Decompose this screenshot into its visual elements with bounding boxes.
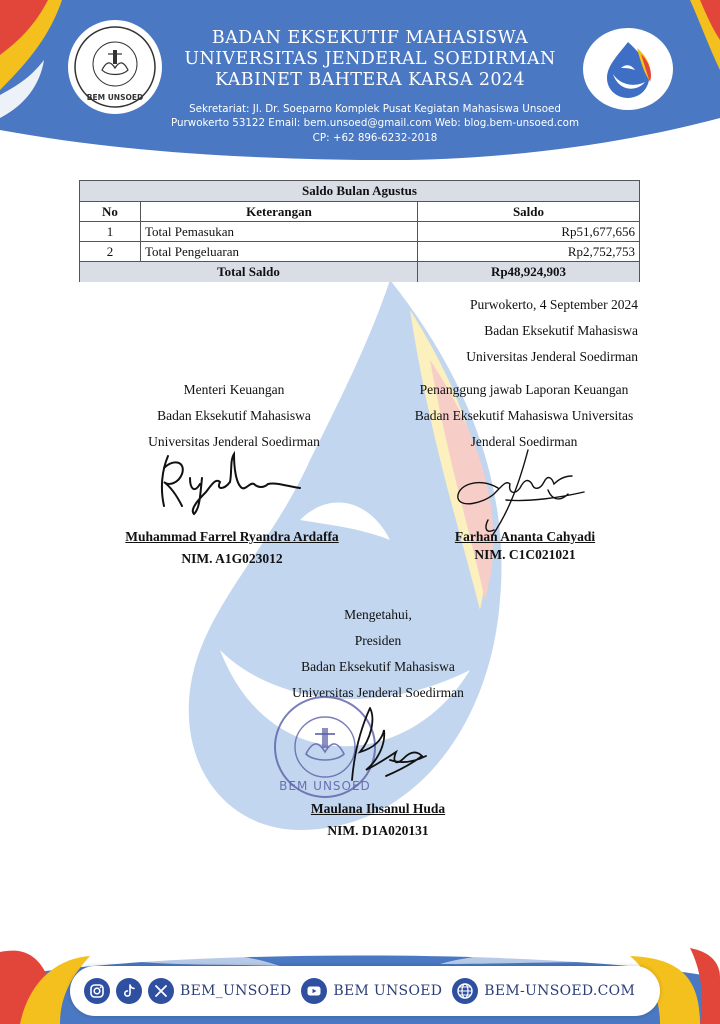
signatory-left-org: Badan Eksekutif Mahasiswa: [157, 408, 311, 423]
signatory-right-nim: NIM. C1C021021: [474, 547, 576, 562]
tiktok-icon[interactable]: [116, 978, 142, 1004]
signatory-right-name: Farhan Ananta Cahyadi: [454, 529, 596, 544]
row-no: 2: [80, 242, 141, 262]
signatory-left-role: Menteri Keuangan: [183, 382, 285, 397]
row-saldo: Rp51,677,656: [418, 222, 640, 242]
signatory-center-org: Badan Eksekutif Mahasiswa: [301, 659, 455, 674]
stamp-text: BEM UNSOED: [279, 779, 371, 793]
row-keterangan: Total Pengeluaran: [141, 242, 418, 262]
signatory-center: [248, 602, 508, 706]
phone-line: CP: +62 896-6232-2018: [312, 132, 438, 144]
header-saldo: Saldo: [418, 202, 640, 222]
signatory-right-university: Jenderal Soedirman: [470, 434, 578, 449]
signatory-left-nim: NIM. A1G023012: [181, 551, 283, 566]
youtube-icon[interactable]: [301, 978, 327, 1004]
cabinet-name: KABINET BAHTERA KARSA 2024: [215, 70, 525, 90]
globe-icon[interactable]: [452, 978, 478, 1004]
total-row: [80, 262, 640, 282]
header-no: No: [80, 202, 141, 222]
signatory-center-name: Maulana Ihsanul Huda: [310, 801, 446, 816]
cabinet-logo: [583, 28, 673, 110]
table-title: Saldo Bulan Agustus: [80, 181, 640, 202]
logo-text: BEM UNSOED: [86, 93, 144, 102]
signatory-center-acknowledge: Mengetahui,: [344, 607, 412, 622]
place-date-block: [466, 292, 638, 370]
signature-left: [150, 448, 310, 518]
row-keterangan: Total Pemasukan: [141, 222, 418, 242]
signatory-center-role: Presiden: [354, 633, 402, 648]
total-label: Total Saldo: [80, 262, 418, 282]
signature-right: [448, 440, 598, 540]
youtube-channel-label[interactable]: BEM UNSOED: [333, 983, 443, 999]
signatory-left-university: Universitas Jenderal Soedirman: [148, 434, 320, 449]
balance-table: [79, 180, 640, 282]
signatory-center-university: Universitas Jenderal Soedirman: [292, 685, 464, 700]
row-no: 1: [80, 222, 141, 242]
org-name: BADAN EKSEKUTIF MAHASISWA: [211, 28, 529, 48]
signature-center: [330, 700, 440, 790]
contact-line: Purwokerto 53122 Email: bem.unsoed@gmail.com Web: blog.bem-unsoed.com: [171, 117, 579, 129]
flame-emblem-icon: [593, 34, 663, 104]
footer: [0, 938, 720, 1024]
place-org: Badan Eksekutif Mahasiswa: [484, 323, 638, 338]
website-label[interactable]: BEM-UNSOED.COM: [484, 983, 636, 999]
university-name: UNIVERSITAS JENDERAL SOEDIRMAN: [184, 49, 556, 69]
row-saldo: Rp2,752,753: [418, 242, 640, 262]
instagram-icon[interactable]: [84, 978, 110, 1004]
bem-unsoed-logo: [68, 20, 162, 114]
signatory-left: [114, 377, 354, 455]
table-row: [80, 242, 640, 262]
header-keterangan: Keterangan: [141, 202, 418, 222]
social-handle-label[interactable]: BEM_UNSOED: [180, 983, 292, 999]
social-media-bar: [70, 966, 660, 1016]
total-value: Rp48,924,903: [418, 262, 640, 282]
letterhead: [0, 0, 720, 160]
place-date: Purwokerto, 4 September 2024: [470, 297, 638, 312]
x-icon[interactable]: [148, 978, 174, 1004]
signatory-right-org: Badan Eksekutif Mahasiswa Universitas: [414, 408, 634, 423]
signatory-right-role: Penanggung jawab Laporan Keuangan: [419, 382, 629, 397]
signatory-left-name: Muhammad Farrel Ryandra Ardaffa: [125, 529, 339, 544]
signatory-center-nim: NIM. D1A020131: [327, 823, 429, 838]
address-line: Sekretariat: Jl. Dr. Soeparno Komplek Pusat Kegiatan Mahasiswa Unsoed: [189, 103, 561, 115]
place-university: Universitas Jenderal Soedirman: [466, 349, 638, 364]
table-row: [80, 222, 640, 242]
